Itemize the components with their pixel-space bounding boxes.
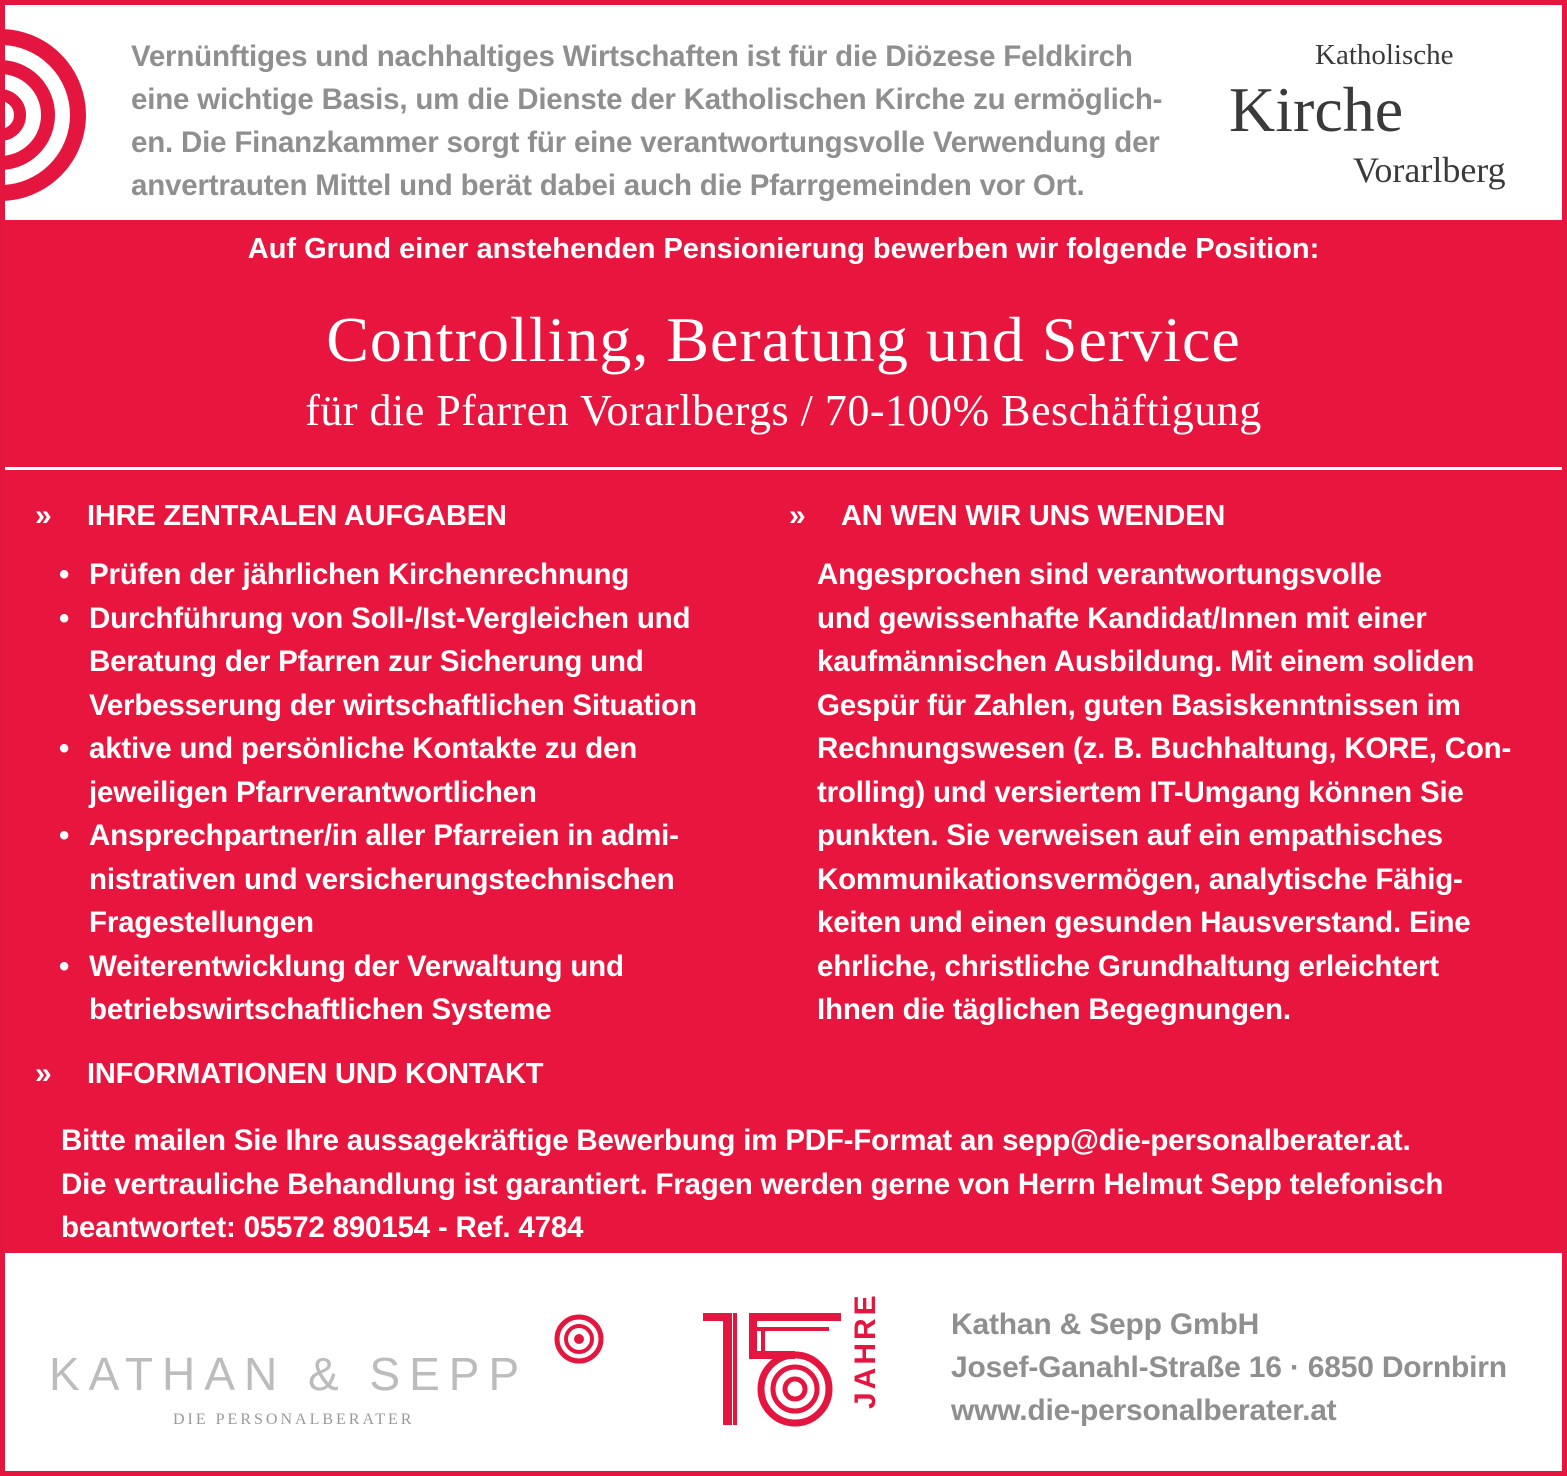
logo-name: KATHAN & SEPP [49, 1348, 529, 1400]
intro-line: anvertrauten Mittel und berät dabei auch die Pfarrgemeinden vor Ort. [131, 169, 1085, 202]
audience-line: Ihnen die täglichen Begegnungen. [817, 993, 1291, 1026]
task-line: jeweiligen Pfarrverantwortlichen [89, 775, 537, 809]
company-info [951, 1303, 1507, 1432]
audience-line: Gespür für Zahlen, guten Basiskenntnissen im [817, 688, 1461, 722]
contact-heading-text: INFORMATIONEN UND KONTAKT [87, 1058, 544, 1090]
contact-heading [35, 1057, 543, 1091]
list-item [59, 814, 779, 945]
contact-line: beantwortet: 05572 890154 - Ref. 4784 [61, 1211, 584, 1244]
audience-text [817, 553, 1537, 1032]
audience-line: und gewissenhafte Kandidat/Innen mit einer [817, 601, 1427, 635]
list-item [59, 553, 779, 597]
list-item [59, 945, 779, 1032]
company-name: Kathan & Sepp GmbH [951, 1308, 1260, 1341]
list-item [59, 597, 779, 728]
bullet-icon: • [59, 601, 70, 635]
double-arrow-icon: » [789, 499, 806, 532]
audience-line: Angesprochen sind verantwortungsvolle [817, 558, 1382, 591]
bullet-icon: • [59, 949, 70, 983]
intro-line: eine wichtige Basis, um die Dienste der Katholischen Kirche zu ermöglich- [131, 83, 1163, 116]
intro-line: Vernünftiges und nachhaltiges Wirtschaften ist für die Diözese Feldkirch [131, 40, 1133, 73]
logo-line-katholische: Katholische [1315, 39, 1454, 71]
contact-line: Die vertrauliche Behandlung ist garantiert. Fragen werden gerne von Herrn Helmut Sepp telefonisch [61, 1167, 1444, 1201]
bullet-icon: • [59, 558, 70, 591]
audience-line: trolling) und versiertem IT-Umgang können Sie [817, 775, 1464, 809]
task-line: aktive und persönliche Kontakte zu den [89, 732, 638, 765]
intro-line: en. Die Finanzkammer sorgt für eine verantwortungsvolle Verwendung der [131, 126, 1160, 159]
tasks-list [59, 553, 779, 1032]
anniversary-word: JAHRE [849, 1292, 882, 1409]
katholische-kirche-logo [1227, 39, 1547, 199]
logo-line-kirche: Kirche [1229, 74, 1404, 145]
logo-line-vorarlberg: Vorarlberg [1353, 150, 1506, 190]
audience-heading-text: AN WEN WIR UNS WENDEN [841, 500, 1226, 532]
audience-line: keiten und einen gesunden Hausverstand. Eine [817, 906, 1471, 939]
audience-line: Rechnungswesen (z. B. Buchhaltung, KORE, Con- [817, 732, 1512, 765]
job-subtitle: für die Pfarren Vorarlbergs / 70-100% Beschäftigung [305, 386, 1262, 435]
bullet-icon: • [59, 819, 70, 852]
tasks-heading [35, 499, 507, 533]
intro-band [5, 5, 1562, 220]
bullet-icon: • [59, 732, 70, 765]
position-intro: Auf Grund einer anstehenden Pensionierung bewerben wir folgende Position: [247, 233, 1320, 265]
task-line: Beratung der Pfarren zur Sicherung und [89, 645, 644, 678]
contact-line: Bitte mailen Sie Ihre aussagekräftige Bewerbung im PDF-Format an sepp@die-personalberater.at. [61, 1124, 1411, 1157]
job-title: Controlling, Beratung und Service [326, 304, 1241, 375]
task-line: Fragestellungen [89, 906, 314, 939]
task-line: Ansprechpartner/in aller Pfarreien in admi- [89, 819, 679, 852]
task-line: Prüfen der jährlichen Kirchenrechnung [89, 558, 630, 591]
audience-line: ehrliche, christliche Grundhaltung erleichtert [817, 949, 1439, 983]
target-rings-icon [0, 5, 100, 220]
anniversary-badge [699, 1292, 882, 1434]
logo-subline: DIE PERSONALBERATER [173, 1411, 415, 1428]
target-rings-icon [553, 1313, 609, 1369]
audience-line: Kommunikationsvermögen, analytische Fähig- [817, 862, 1463, 896]
intro-text [131, 35, 1211, 207]
task-line: betriebswirtschaftlichen Systeme [89, 993, 552, 1026]
audience-heading [789, 499, 1225, 533]
anniversary-15-graphic [699, 1305, 849, 1429]
double-arrow-icon: » [35, 499, 52, 532]
audience-line: punkten. Sie verweisen auf ein empathisches [817, 819, 1443, 852]
tasks-heading-text: IHRE ZENTRALEN AUFGABEN [87, 500, 507, 532]
audience-line: kaufmännischen Ausbildung. Mit einem soliden [817, 645, 1475, 678]
divider [5, 467, 1562, 470]
list-item [59, 727, 779, 814]
company-address: Josef-Ganahl-Straße 16 · 6850 Dornbirn [951, 1351, 1507, 1384]
company-website[interactable]: www.die-personalberater.at [951, 1394, 1337, 1427]
task-line: Weiterentwicklung der Verwaltung und [89, 949, 624, 983]
contact-text [61, 1119, 1541, 1250]
kathan-sepp-logo [49, 1313, 609, 1433]
task-line: nistrativen und versicherungstechnischen [89, 862, 675, 896]
footer-band [5, 1253, 1562, 1471]
task-line: Verbesserung der wirtschaftlichen Situation [89, 688, 697, 722]
double-arrow-icon: » [35, 1057, 52, 1090]
task-line: Durchführung von Soll-/Ist-Vergleichen und [89, 601, 691, 635]
